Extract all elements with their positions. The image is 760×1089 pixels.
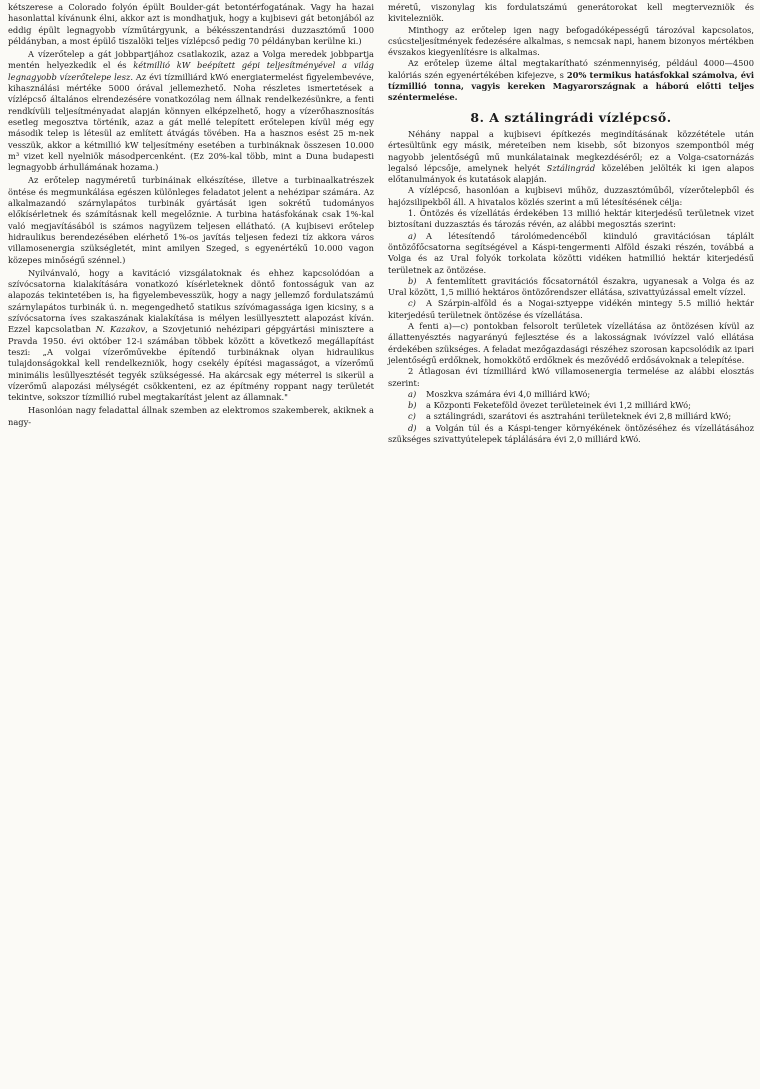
list-item [388,231,754,276]
right-column [388,2,754,1089]
paragraph-text: Az évi tízmilliárd kWó energiatermelést figyelembevéve, kihasználási mértéke 5000 órával jellemezhető. Noha részletes ismertetések a vízlépcső általános elrendezésére vonatkozólag nem állnak rendelkezésünkre, a fenti rendkívüli teljesítményadat alapján könnyen elképzelhető, hogy a vízerőhasznosítás esetleg megosztva történik, azaz a gát mellé telepített erőtelepen kívül még egy második telep is létesül az említett átvágás tövében. Ha a hasznos esést 25 m-nek vesszük, akkor a kétmillió kW teljesítmény esetében a turbináknak összesen 10.000 m³ vizet kell nyelniök másodpercenként. (Ez 20%-kal több, mint a Duna budapesti legnagyobb árhullámának hozama.) [8,71,375,173]
emphasis-bold: 20% termikus hatásfokkal számolva, évi tízmillió tonna, vagyis kereken Magyarországnak a háború előtti teljes széntermelése. [388,69,755,103]
paragraph: Minthogy az erőtelep igen nagy befogadóképességű tározóval kapcsolatos, csúcsteljesítmények fedezésére alkalmas, s nemcsak napi, hanem bizonyos mértékben évszakos kiegyenlítésre is alkalmas. [388,24,754,58]
list-text: a Központi Feketeföld övezet területeinek évi 1,2 milliárd kWó; [426,400,691,411]
paragraph-text: közelében jelölték ki igen alapos előtanulmányok és kutatások alapján. [388,162,754,185]
list-text: Moszkva számára évi 4,0 milliárd kWó; [426,388,591,399]
list-item [388,389,754,400]
list-text: a Volgán túl és a Káspi-tenger környékének öntözéséhez és vízellátásához szükséges szivattyútelepek táplálására évi 2,0 milliárd kWó. [388,422,754,444]
numbered-item: 2 Átlagosan évi tízmilliárd kWó villamosenergia termelése az alábbi elosztás szerint: [388,366,754,388]
paragraph-text: A vízerőtelep a gát jobbpartjához csatlakozik, azaz a Volga meredek jobbpartja mentén helyezkedik el és [8,49,374,71]
list-label: d) [408,422,417,433]
paragraph: Az erőtelep nagyméretű turbináinak elkészítése, illetve a turbinaalkatrészek öntése és megmunkálása egészen különleges feladatot jelent a nehézipar számára. Az alkalmazandó szárnylapátos turbinák gyártását igen sokrétű tudományos előkísérletnek és számításnak kell megelőznie. A turbina hatásfokának csak 1%-kal való megjavításából is számos nagyüzem teljesen ellátható. (A kujbisevi erőtelep hidraulikus berendezésében elérhető 1%-os javítás teljesen fedezi tíz akkora város villamosenergia szükségletét, mint amilyen Szeged, s egyenértékű 10.000 vagon közepes minőségű szénnel.) [8,175,374,265]
list-label: a) [408,388,417,399]
list-item [388,276,754,299]
paragraph-text: Az erőtelep üzeme által megtakarítható szénmennyiség, például 4000—4500 kalóriás szén egyenértékében kifejezve, s [388,58,754,80]
paragraph: A vízlépcső, hasonlóan a kujbisevi műhöz, duzzasztóműből, vízerőtelepből és hajózsilipekből áll. A hivatalos közlés szerint a mű létesítésének célja: [388,185,754,207]
paragraph [388,129,754,185]
list-item [388,411,754,422]
list-label: c) [408,298,416,309]
list-label: c) [408,411,416,422]
paragraph: A fenti a)—c) pontokban felsorolt területek vízellátása az öntözésen kívül az állattenyésztés nagyarányú fejlesztése és a lakosságnak ivóvízzel való ellátása érdekében szükséges. A feladat mezőgazdasági részéhez szorosan kapcsolódik az ipari jelentőségű erdőknek, homokkötő erdőknek és mezővédő erdősávoknak a telepítése. [388,321,754,365]
paragraph [388,58,754,103]
list-item [388,298,754,321]
list-text: a sztálingrádi, szarátovi és asztraháni területeknek évi 2,8 milliárd kWó; [426,411,732,422]
paragraph: méretű, viszonylag kis fordulatszámú generátorokat kell megtervezniök és kivitelezniök. [388,2,754,24]
list-label: a) [408,230,417,241]
paragraph [8,49,374,173]
paragraph-text: Néhány nappal a kujbisevi építkezés megindításának közzététele után értesültünk egy másik, méreteiben nem kisebb, sőt bizonyos szempontból még nagyobb jelentőségű mű munkálatainak megkezdéséről; ez a Volga-csatornázás legalsó lépcsője, amelynek helyét [388,128,754,173]
section-heading: 8. A sztálingrádi vízlépcső. [470,109,672,125]
paragraph: Hasonlóan nagy feladattal állnak szemben az elektromos szakemberek, akiknek a nagy- [8,405,374,427]
emphasis-name: N. Kazakov [95,324,146,335]
list-text: A fentemlített gravitációs főcsatornától északra, ugyanesak a Volga és az Ural között, 1,5 millió hektáros öntözőrendszer ellátása, szivattyúzással emelt vízzel. [388,275,754,298]
emphasis: kétmillió kW beépített gépi teljesítményével a világ legnagyobb vízerőtelepe lesz. [8,60,374,82]
paragraph [8,268,374,404]
list-text: A létesítendő tárolómedencéből kiinduló gravitációsan táplált öntözőfőcsatorna segítségével a Káspi-tengermenti Alföld északi részén, továbbá a Volga és az Ural folyók torkolata közötti vidéken hatmillió hektár kiterjedésű területnek az öntözése. [388,230,754,275]
list-item [388,400,754,411]
list-label: b) [408,400,417,411]
list-item [388,423,754,446]
list-label: b) [408,275,417,286]
paragraph: kétszerese a Colorado folyón épült Boulder-gát betontérfogatának. Vagy ha hazai hasonlattal kívánunk élni, akkor azt is mondhatjuk, hogy a kujbisevi gát betonjából az eddig épült legnagyobb vízműtárgyunk, a békésszentandrási duzzasztómű 1000 példányban, a most épülő tiszalöki teljes vízlépcső pedig 70 példányban kerülne ki.) [8,2,374,46]
numbered-item: 1. Öntözés és vízellátás érdekében 13 millió hektár kiterjedésű területnek vizet biztosítani duzzasztás és tározás révén, az alábbi megosztás szerint: [388,208,754,230]
list-text: A Szárpin-alföld és a Nogai-sztyeppe vidékén mintegy 5.5 millió hektár kiterjedésű területnek öntözése és vízellátása. [388,298,754,320]
emphasis-place: Sztálingrád [546,162,596,173]
paragraph-text: Nyilvánvaló, hogy a kavitáció vizsgálatoknak és ehhez kapcsolódóan a szívócsatorna kialakítására vonatkozó kísérleteknek döntő fontosságuk van az alapozás tekintetében is, ha figyelembevesszük, hogy a nagy jellemző fordulatszámú szárnylapátos turbinák ú. n. megengedhető statikus szívómagassága igen kicsiny, s a szívócsatorna íves szakaszának kialakítása is mélyen lesüllyesztett alapozást kíván. Ezzel kapcsolatban [8,267,374,335]
left-column [8,2,374,1089]
paragraph-text: , a Szovjetunió nehézipari gépgyártási minisztere a Pravda 1950. évi október 12-i számában többek között a következő megállapítást teszi: „A volgai vízerőművekbe építendő turbináknak olyan hidraulikus tulajdonságokkal kell rendelkezniök, hogy csekély építési magasságot, a vízerőmű minimális lesüllyesztését tegyék szükségessé. Ha akárcsak egy méterrel is sikerül a vízerőmű alapozási mélységét csökkenteni, ez az építmény roppant nagy területét tekintve, sokszor tízmillió rubel megtakarítást jelent az államnak." [8,324,374,403]
